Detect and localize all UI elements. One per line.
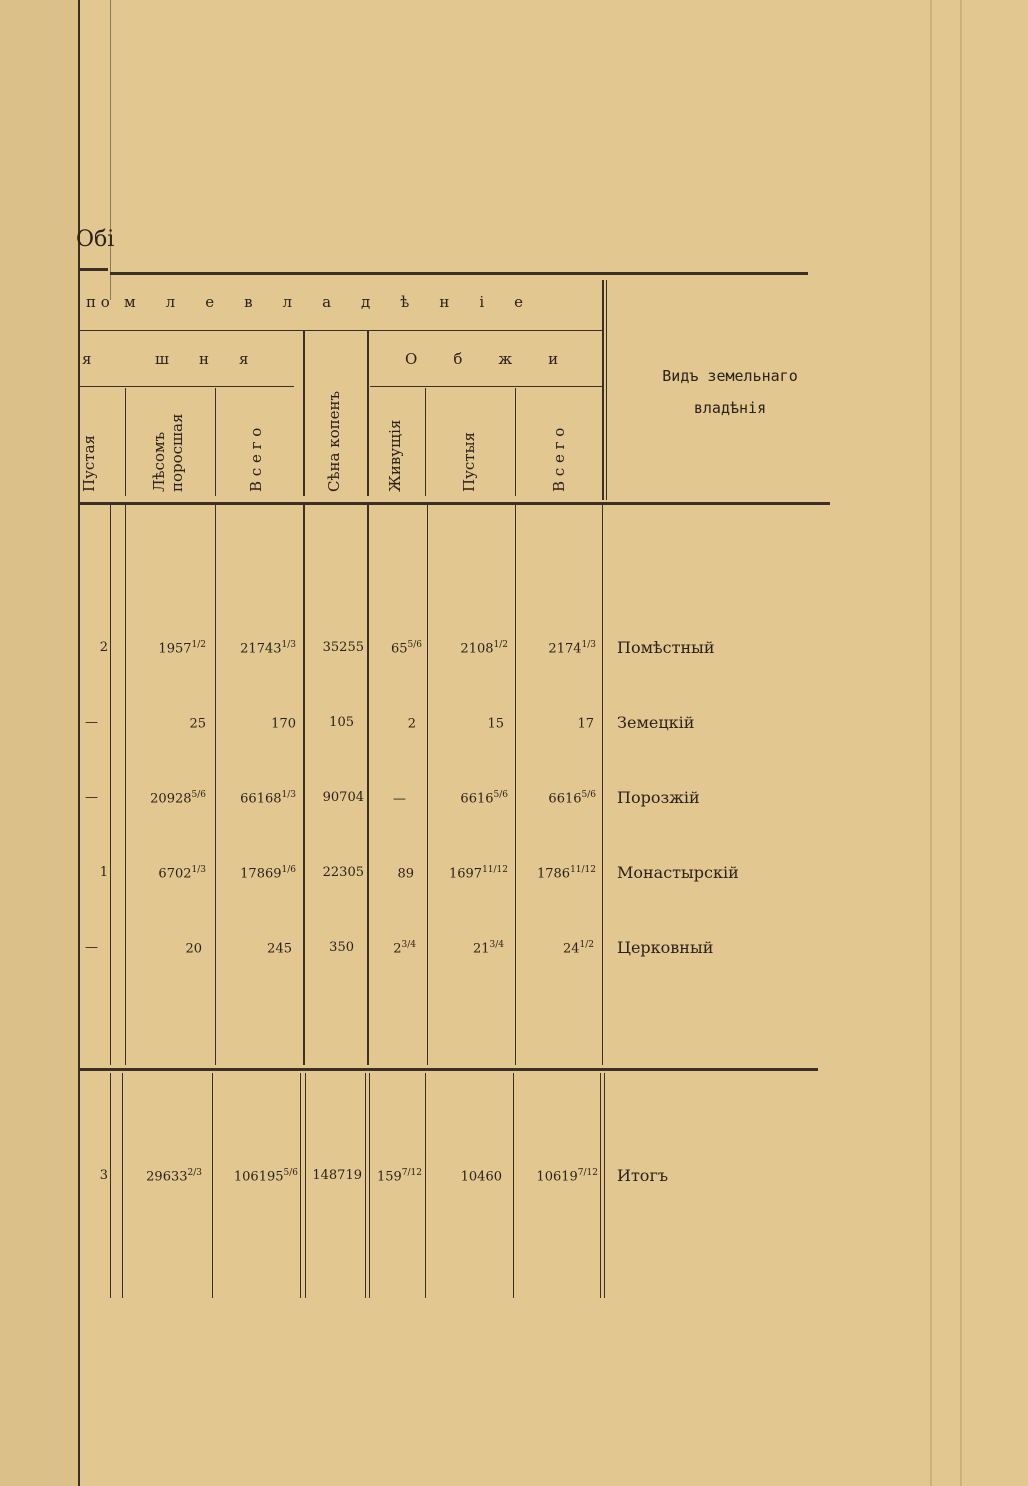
col-sep — [515, 388, 516, 496]
col-sep — [425, 1073, 426, 1298]
col-sep — [300, 1073, 301, 1298]
col-sep — [110, 505, 111, 1065]
rule — [80, 330, 602, 331]
col-sep — [110, 1073, 111, 1298]
header-pashnya: ш н я — [155, 350, 249, 368]
header-pustyya: Пустыя — [460, 431, 478, 492]
rule — [80, 1068, 818, 1071]
rule — [80, 502, 830, 505]
header-pashnya-start: я — [82, 350, 92, 368]
col-sep — [600, 1073, 601, 1298]
col-sep — [367, 330, 369, 496]
col-sep — [125, 388, 126, 496]
header-vid: Видъ земельнаго владѣнія — [662, 367, 798, 417]
col-sep — [427, 505, 428, 1065]
col-sep — [305, 1073, 306, 1298]
col-sep — [215, 505, 216, 1065]
col-sep — [602, 280, 604, 500]
col-sep — [602, 505, 603, 1065]
col-sep — [367, 505, 369, 1065]
col-sep — [513, 1073, 514, 1298]
col-sep — [303, 330, 305, 496]
col-sep — [515, 505, 516, 1065]
margin-line — [78, 0, 80, 1486]
rule — [80, 386, 294, 387]
page-edge — [0, 0, 78, 1486]
col-sep — [125, 505, 126, 1065]
header-zemlevladenie-rest: м л е в л а д ѣ н і е — [124, 293, 524, 311]
header-pustaya: Пустая — [80, 434, 98, 492]
col-sep — [425, 388, 426, 496]
margin-line — [110, 0, 111, 300]
header-zhivushchiya: Живущія — [386, 419, 404, 492]
col-sep — [215, 388, 216, 496]
col-sep — [303, 505, 305, 1065]
col-sep — [369, 1073, 370, 1298]
page-title: Обі — [76, 227, 115, 252]
document-page: Обі п о м л е в л а д ѣ н і е я ш н я О б ж и Пустая Лѣсомъ поросшая В с е г о Сѣна копенъ Живущія Пустыя В с е г о Видъ земельнаго владѣнія 2 $1957^{1/2}$ $21743^{1/3}$ 35255 $65^{5/6}$ $2108^{1/2}$ $2174^{1/3}$ Помѣстный — 25 170 105 2 15 17 Земецкій — $20928^{5/6}$ $66168^{1/3}$ 90704 — $6616^{5/6}$ $6616^{5/6}$ Порозжій 1 $6702^{1/3}$ $17869^{1/6}$ 22305 89 $1697^{11/12}$ $1786^{11/12}$ Монастырскій — 20 245 350 $2^{3/4}$ $21^{3/4}$ $24^{1/2}$ Церковный 3 $29633^{2/3}$ $106195^{5/6}$ 148719 $159^{7/12}$ 10460 $10619^{7/12}$ Итогъ — [0, 0, 1028, 1486]
header-sena: Сѣна копенъ — [325, 390, 343, 492]
rule — [370, 386, 602, 387]
header-lesom: Лѣсомъ поросшая — [150, 413, 186, 492]
col-sep — [604, 1073, 605, 1298]
header-zemlevladenie: п о — [86, 293, 110, 311]
col-sep — [606, 280, 607, 500]
col-sep — [212, 1073, 213, 1298]
header-vsego: В с е г о — [550, 427, 568, 492]
rule — [78, 268, 108, 271]
col-sep — [122, 1073, 123, 1298]
rule — [110, 272, 808, 275]
header-vsego: В с е г о — [247, 427, 265, 492]
col-sep — [365, 1073, 366, 1298]
page-fold — [960, 0, 962, 1486]
header-obzhi: О б ж и — [405, 350, 559, 368]
page-fold — [930, 0, 932, 1486]
